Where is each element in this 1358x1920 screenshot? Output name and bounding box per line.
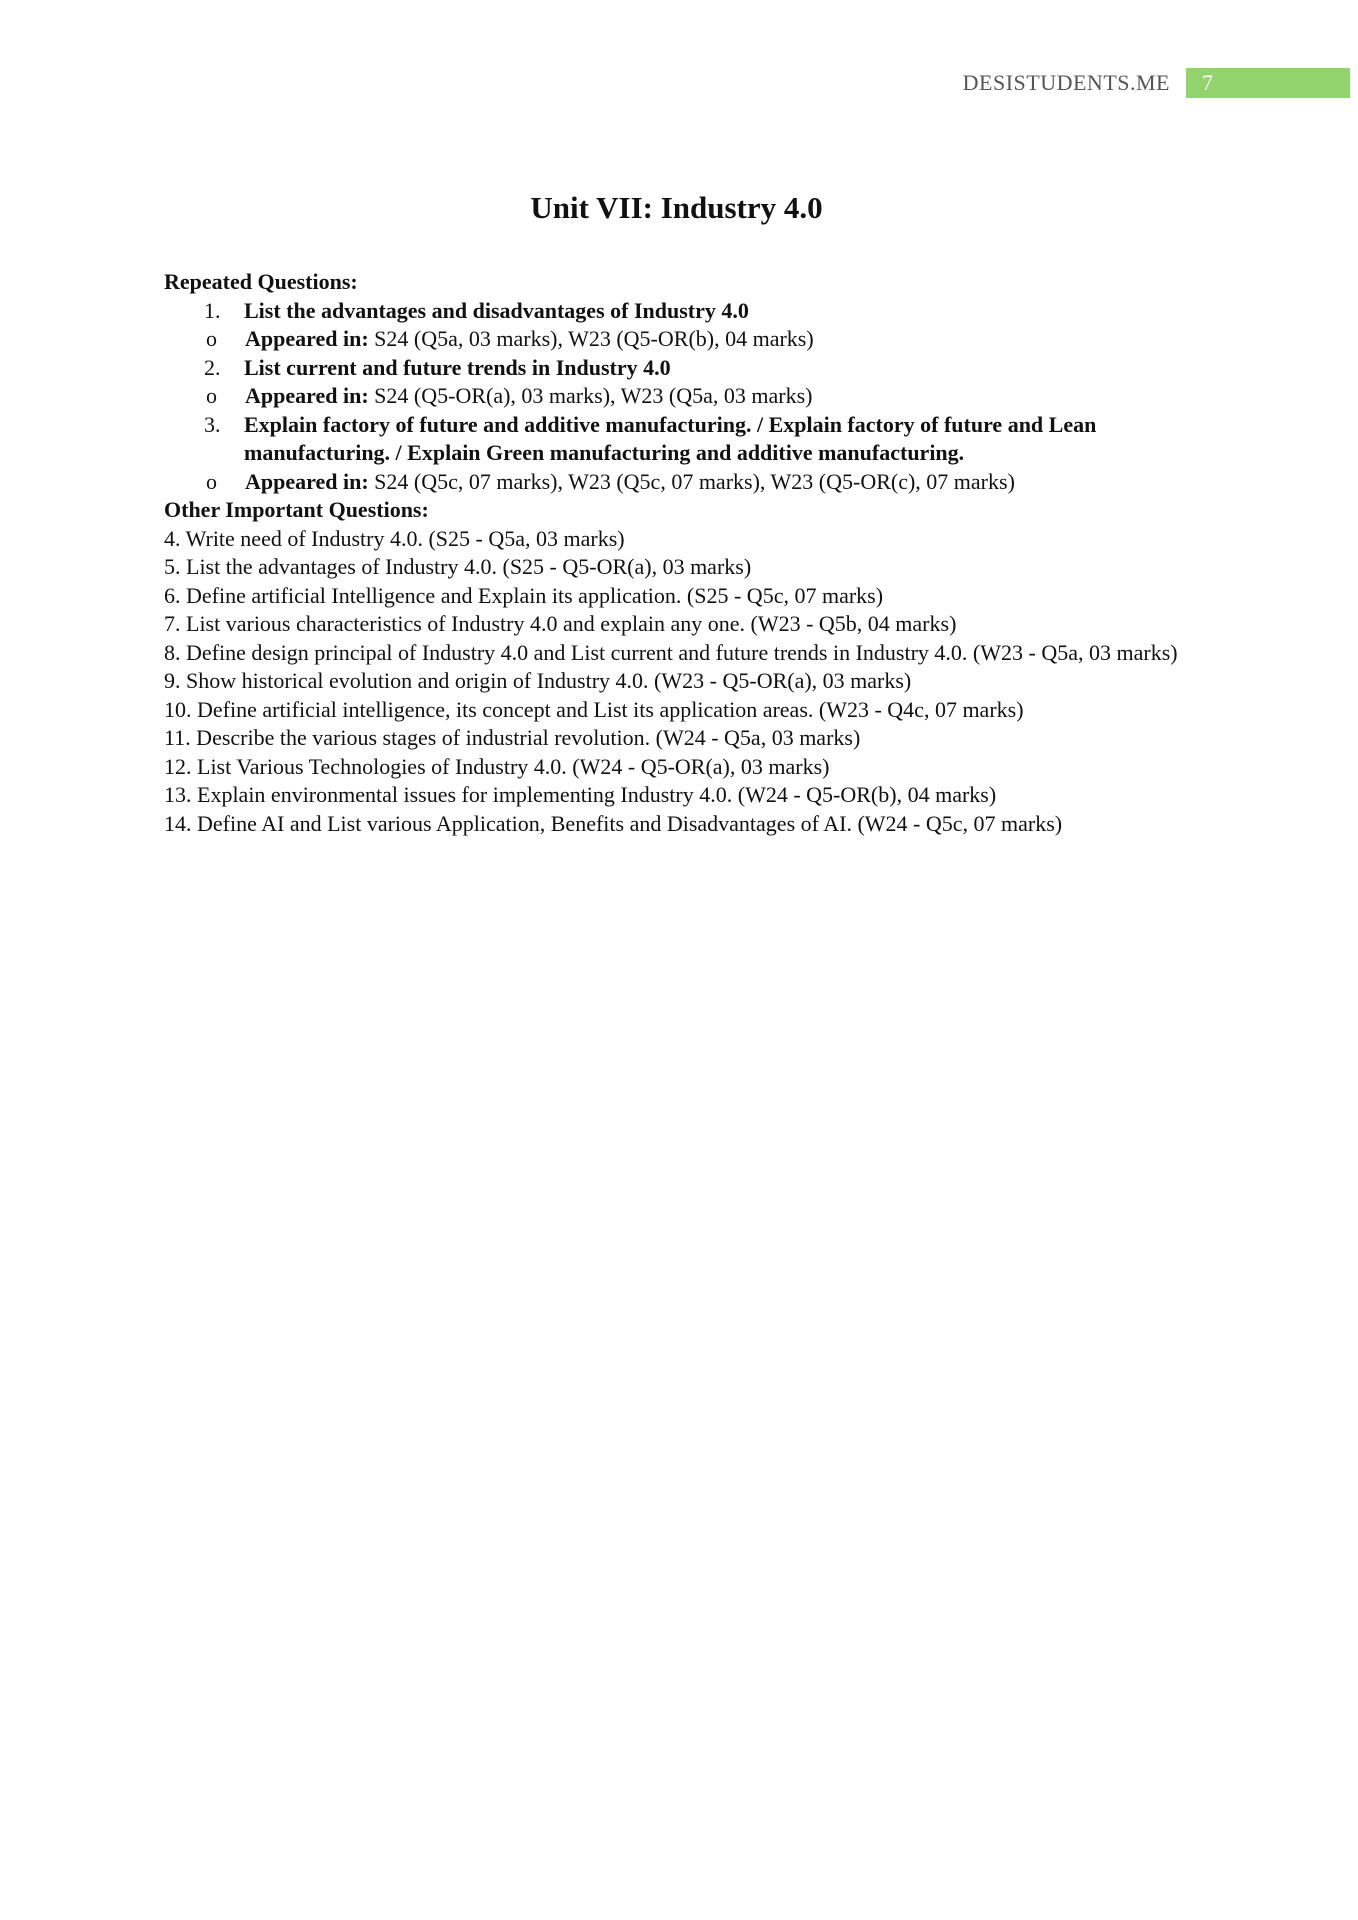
other-question-item: 14. Define AI and List various Application, Benefits and Disadvantages of AI. (W24 - Q5c, 07 marks) (164, 810, 1063, 836)
appeared-text: S24 (Q5a, 03 marks), W23 (Q5-OR(b), 04 marks) (368, 326, 814, 351)
bullet-icon: o (206, 468, 217, 494)
other-question-item: 10. Define artificial intelligence, its concept and List its application areas. (W23 - Q4c, 07 marks) (164, 696, 1024, 722)
other-question-item: 11. Describe the various stages of industrial revolution. (W24 - Q5a, 03 marks) (164, 725, 861, 750)
appeared-label: Appeared in: (245, 383, 369, 408)
question-number: 1. (204, 297, 221, 323)
appeared-text: S24 (Q5-OR(a), 03 marks), W23 (Q5a, 03 marks) (368, 383, 813, 408)
bullet-icon: o (206, 326, 217, 351)
repeated-question-item (164, 297, 1224, 326)
question-text: Explain factory of future and additive manufacturing. / Explain factory of future and Lean manufacturing. / Explain Green manufacturing and additive manufacturing. (244, 411, 1097, 465)
page-title: Unit VII: Industry 4.0 (530, 190, 823, 225)
question-number: 3. (204, 411, 221, 437)
repeated-questions-list (164, 297, 1224, 497)
other-questions-heading: Other Important Questions: (164, 497, 429, 522)
appeared-in-line (164, 382, 1224, 411)
question-text: List current and future trends in Industry 4.0 (244, 354, 671, 380)
other-question-item: 7. List various characteristics of Industry 4.0 and explain any one. (W23 - Q5b, 04 marks) (164, 611, 957, 636)
other-question-item: 8. Define design principal of Industry 4.0 and List current and future trends in Industry 4.0. (W23 - Q5a, 03 marks) (164, 639, 1178, 665)
page-header (963, 68, 1350, 98)
page-number: 7 (1202, 70, 1213, 95)
question-number: 2. (204, 354, 221, 380)
other-questions-list (164, 525, 1224, 839)
repeated-question-item (164, 411, 1224, 468)
repeated-question-item (164, 354, 1224, 383)
appeared-in-line (164, 468, 1224, 497)
other-question-item: 6. Define artificial Intelligence and Explain its application. (S25 - Q5c, 07 marks) (164, 582, 884, 608)
repeated-questions-heading: Repeated Questions: (164, 269, 358, 294)
question-text: List the advantages and disadvantages of Industry 4.0 (244, 297, 749, 323)
other-question-item: 12. List Various Technologies of Industry 4.0. (W24 - Q5-OR(a), 03 marks) (164, 753, 830, 779)
appeared-label: Appeared in: (245, 326, 369, 351)
bullet-icon: o (206, 383, 217, 408)
appeared-label: Appeared in: (245, 468, 369, 494)
other-question-item: 4. Write need of Industry 4.0. (S25 - Q5a, 03 marks) (164, 525, 625, 551)
appeared-text: S24 (Q5c, 07 marks), W23 (Q5c, 07 marks), W23 (Q5-OR(c), 07 marks) (368, 468, 1015, 494)
document-body (164, 190, 1224, 838)
other-question-item: 13. Explain environmental issues for implementing Industry 4.0. (W24 - Q5-OR(b), 04 marks) (164, 782, 997, 807)
page-number-badge (1186, 68, 1350, 98)
site-name: DESISTUDENTS.ME (962, 70, 1170, 95)
appeared-in-line (164, 325, 1224, 354)
other-question-item: 9. Show historical evolution and origin of Industry 4.0. (W23 - Q5-OR(a), 03 marks) (164, 668, 912, 693)
other-question-item: 5. List the advantages of Industry 4.0. (S25 - Q5-OR(a), 03 marks) (164, 554, 752, 579)
